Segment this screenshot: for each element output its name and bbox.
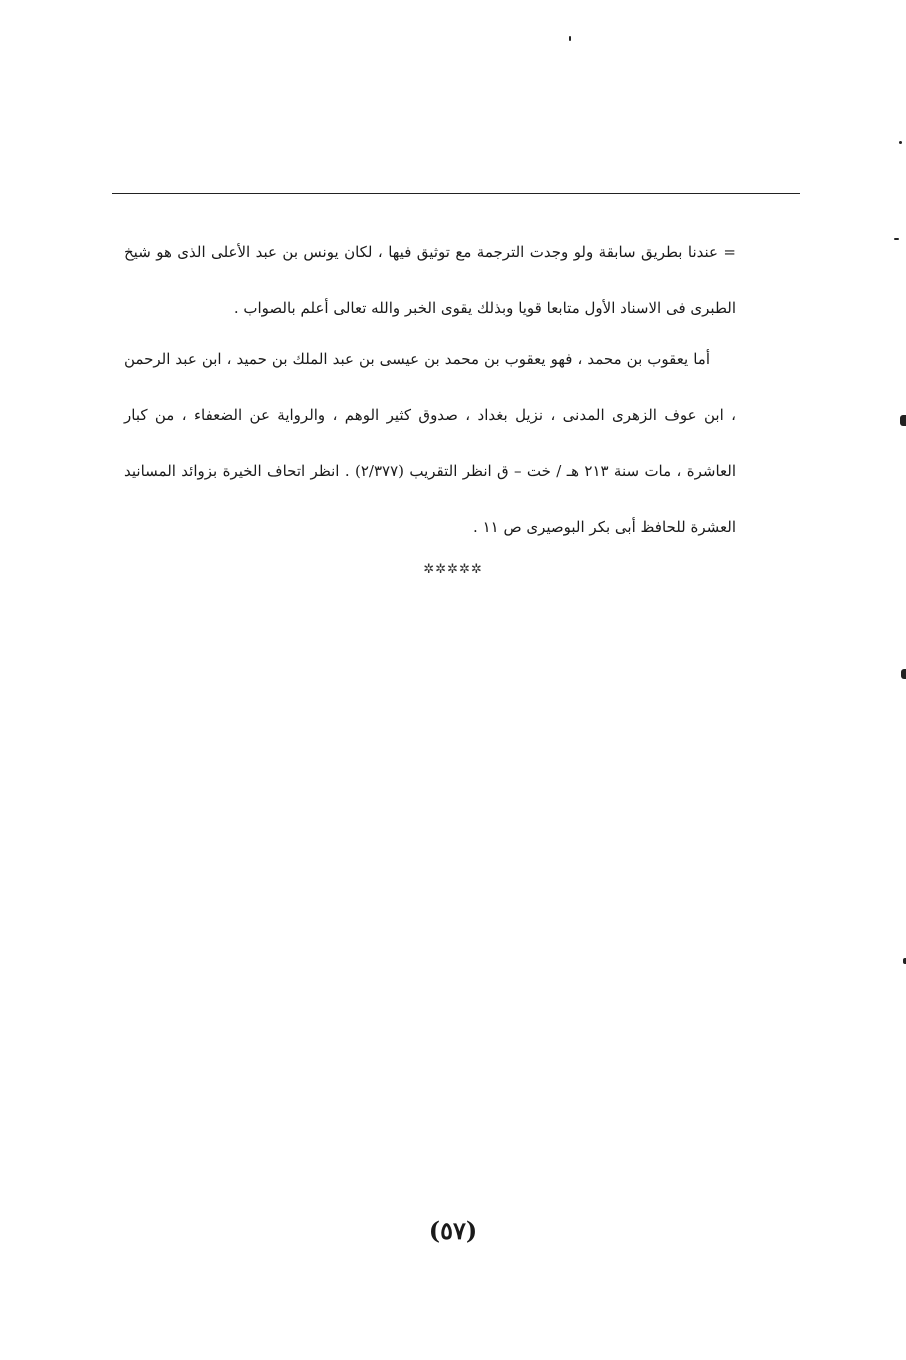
scan-speck: [569, 36, 571, 41]
scan-speck: [894, 238, 899, 240]
footnote-separator-line: [112, 193, 800, 194]
scan-speck: [900, 415, 906, 426]
page-number: (٥٧): [428, 1216, 478, 1245]
footnote-paragraph-continuation: = عندنا بطريق سابقة ولو وجدت الترجمة مع توثيق فيها ، لكان يونس بن عبد الأعلى الذى هو شيخ الطبرى فى الاسناد الأول متابعا قويا وبذلك يقوى الخبر والله تعالى أعلم بالصواب .: [124, 243, 736, 317]
scan-speck: [899, 141, 902, 144]
scan-speck: [901, 669, 906, 679]
footnote-paragraph-yaqub: [124, 331, 736, 555]
section-separator-stars: ✲✲✲✲✲: [423, 562, 483, 577]
footnote-paragraph-yaqub-text: أما يعقوب بن محمد ، فهو يعقوب بن محمد بن عيسى بن عبد الملك بن حميد ، ابن عبد الرحمن ، ابن عوف الزهرى المدنى ، نزيل بغداد ، صدوق كثير الوهم ، والرواية عن الضعفاء ، من كبار العاشرة ، مات سنة ٢١٣ هـ / خت – ق انظر التقريب (٢/٣٧٧) . انظر اتحاف الخيرة بزوائد المسانيد العشرة للحافظ أبى بكر البوصيرى ص ١١ .: [124, 350, 736, 536]
